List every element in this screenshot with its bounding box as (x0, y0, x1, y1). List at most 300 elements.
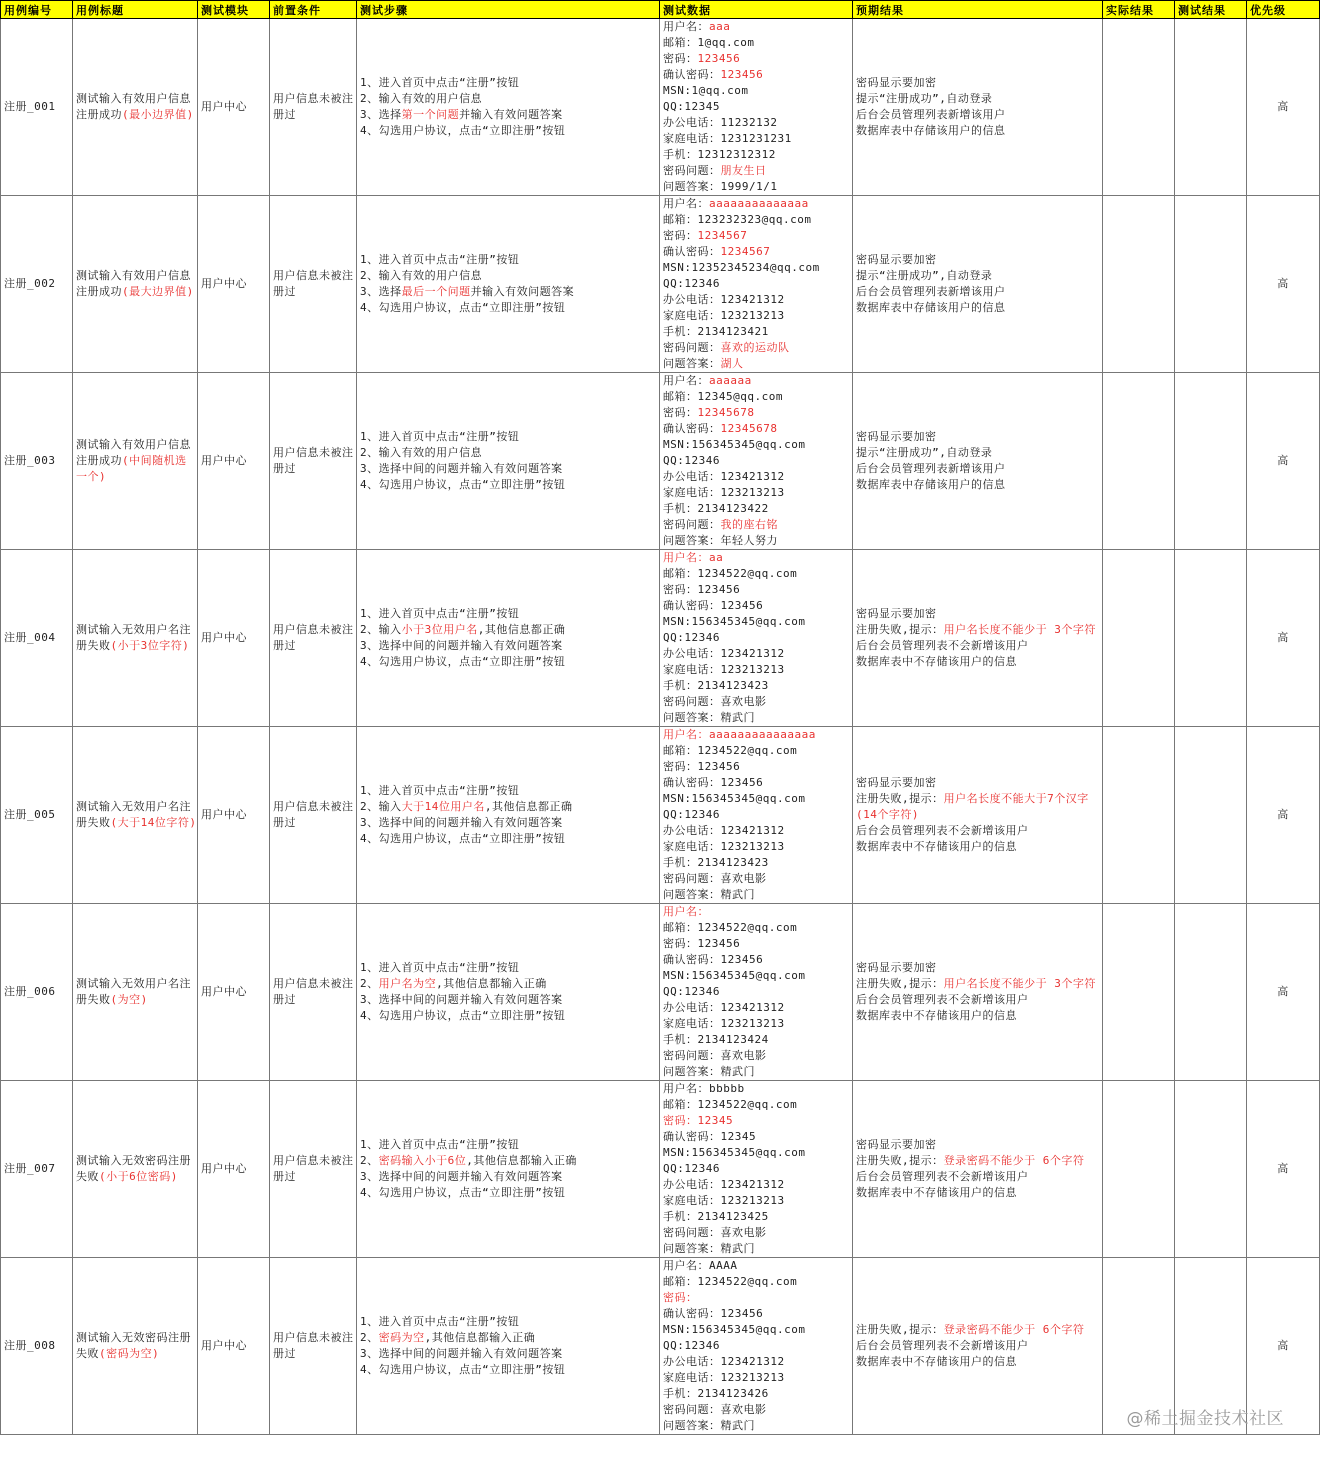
test-result-cell (1175, 904, 1247, 1081)
text-run: 登录密码不能少于 6个字符 (943, 1323, 1085, 1336)
data-line (663, 1193, 852, 1209)
text-run: 问题答案：1999/1/1 (663, 180, 778, 193)
header-module: 测试模块 (198, 1, 270, 19)
data-line (663, 99, 852, 115)
text-run: 用户名：bbbbb (663, 1082, 745, 1095)
data-line (663, 1290, 852, 1306)
text-run: 手机：12312312312 (663, 148, 776, 161)
expected-line (856, 268, 1102, 284)
text-run: 家庭电话：123213213 (663, 840, 785, 853)
steps-line (360, 606, 659, 622)
steps-line (360, 429, 659, 445)
steps-line (360, 1153, 659, 1169)
data-line (663, 662, 852, 678)
steps-line (360, 638, 659, 654)
case-id-cell: 注册_003 (1, 373, 73, 550)
expected-line (856, 839, 1102, 855)
data-line (663, 228, 852, 244)
test-data-cell (660, 19, 853, 196)
text-run: 3、选择中间的问题并输入有效问题答案 (360, 639, 563, 652)
text-run: 测试输入无效用户名注册失败 (76, 800, 191, 829)
expected-line (856, 976, 1102, 992)
text-run: 湖人 (720, 357, 744, 370)
priority-cell: 高 (1247, 373, 1320, 550)
expected-line (856, 107, 1102, 123)
text-run: 问题答案：精武门 (663, 1419, 755, 1432)
text-run: 数据库表中不存储该用户的信息 (856, 840, 1017, 853)
text-run: 确认密码： (663, 245, 721, 258)
text-run: 朋友生日 (720, 164, 767, 177)
steps-cell (357, 196, 660, 373)
text-run: 1、进入首页中点击“注册”按钮 (360, 76, 520, 89)
test-data-cell (660, 904, 853, 1081)
test-result-cell (1175, 550, 1247, 727)
data-line (663, 566, 852, 582)
header-case-id: 用例编号 (1, 1, 73, 19)
data-line (663, 1097, 852, 1113)
steps-line (360, 300, 659, 316)
text-run: 3、选择中间的问题并输入有效问题答案 (360, 1347, 563, 1360)
text-run: MSN:156345345@qq.com (663, 969, 806, 982)
expected-line (856, 252, 1102, 268)
data-line (663, 51, 852, 67)
data-line (663, 1225, 852, 1241)
text-run: ,其他信息都正确 (477, 623, 566, 636)
text-run: 喜欢的运动队 (720, 341, 790, 354)
text-run: 密码问题：喜欢电影 (663, 1049, 767, 1062)
text-run: 测试输入无效密码注册失败 (76, 1331, 191, 1360)
text-run: 家庭电话：123213213 (663, 1371, 785, 1384)
precondition-cell: 用户信息未被注册过 (270, 196, 357, 373)
text-run: QQ:12346 (663, 454, 720, 467)
data-line (663, 517, 852, 533)
test-data-cell (660, 1081, 853, 1258)
data-line (663, 904, 852, 920)
text-run: 并输入有效问题答案 (470, 285, 575, 298)
text-run: 1234567 (697, 229, 748, 242)
text-run: 并输入有效问题答案 (459, 108, 563, 121)
steps-cell (357, 19, 660, 196)
text-run: 密码问题：喜欢电影 (663, 1226, 767, 1239)
steps-cell (357, 1258, 660, 1435)
data-line (663, 196, 852, 212)
text-run: 1、进入首页中点击“注册”按钮 (360, 1315, 520, 1328)
data-line (663, 405, 852, 421)
steps-cell (357, 904, 660, 1081)
expected-cell (853, 904, 1103, 1081)
text-run: 3、选择中间的问题并输入有效问题答案 (360, 1170, 563, 1183)
expected-line (856, 123, 1102, 139)
text-run: 2、 (360, 1331, 379, 1344)
text-run: 密码问题： (663, 518, 721, 531)
case-title-cell (73, 727, 198, 904)
module-cell: 用户中心 (198, 373, 270, 550)
case-title-cell (73, 550, 198, 727)
case-title-cell (73, 19, 198, 196)
text-run: 手机：2134123424 (663, 1033, 769, 1046)
header-actual: 实际结果 (1103, 1, 1175, 19)
header-priority: 优先级 (1247, 1, 1320, 19)
text-run: MSN:156345345@qq.com (663, 792, 806, 805)
text-run: 后台会员管理列表不会新增该用户 (856, 993, 1029, 1006)
text-run: QQ:12345 (663, 100, 720, 113)
data-line (663, 807, 852, 823)
header-steps: 测试步骤 (357, 1, 660, 19)
text-run: 1、进入首页中点击“注册”按钮 (360, 253, 520, 266)
test-data-cell (660, 550, 853, 727)
text-run: 密码：123456 (663, 583, 741, 596)
text-run: 办公电话：123421312 (663, 824, 785, 837)
text-run: 办公电话：123421312 (663, 1001, 785, 1014)
text-run: 3、选择中间的问题并输入有效问题答案 (360, 462, 563, 475)
data-line (663, 389, 852, 405)
data-line (663, 1274, 852, 1290)
data-line (663, 1354, 852, 1370)
expected-line (856, 1008, 1102, 1024)
expected-line (856, 1185, 1102, 1201)
text-run: 数据库表中不存储该用户的信息 (856, 1355, 1017, 1368)
data-line (663, 421, 852, 437)
expected-line (856, 1322, 1102, 1338)
text-run: 办公电话：11232132 (663, 116, 778, 129)
data-line (663, 260, 852, 276)
text-run: 密码显示要加密 (856, 776, 937, 789)
text-run: 注册失败,提示： (856, 1323, 944, 1336)
case-title-text (76, 91, 197, 123)
expected-line (856, 75, 1102, 91)
data-line (663, 887, 852, 903)
data-line (663, 598, 852, 614)
text-run: 密码： (663, 229, 698, 242)
text-run: 注册失败,提示： (856, 792, 944, 805)
data-line (663, 1129, 852, 1145)
text-run: MSN:156345345@qq.com (663, 438, 806, 451)
text-run: 密码：123456 (663, 937, 741, 950)
data-line (663, 1306, 852, 1322)
text-run: 手机：2134123426 (663, 1387, 769, 1400)
data-line (663, 855, 852, 871)
text-run: 数据库表中存储该用户的信息 (856, 124, 1006, 137)
expected-cell (853, 19, 1103, 196)
text-run: 3、选择中间的问题并输入有效问题答案 (360, 816, 563, 829)
text-run: 4、勾选用户协议，点击“立即注册”按钮 (360, 301, 566, 314)
text-run: 密码问题：喜欢电影 (663, 695, 767, 708)
text-run: 4、勾选用户协议，点击“立即注册”按钮 (360, 1186, 566, 1199)
text-run: 1、进入首页中点击“注册”按钮 (360, 607, 520, 620)
steps-line (360, 1330, 659, 1346)
steps-line (360, 107, 659, 123)
text-run: 1、进入首页中点击“注册”按钮 (360, 784, 520, 797)
steps-cell (357, 550, 660, 727)
text-run: QQ:12346 (663, 1339, 720, 1352)
case-title-cell (73, 196, 198, 373)
text-run: 密码显示要加密 (856, 961, 937, 974)
module-cell: 用户中心 (198, 196, 270, 373)
text-run: 用户名：aa (663, 551, 724, 564)
steps-line (360, 1008, 659, 1024)
case-title-cell (73, 373, 198, 550)
text-run: ,其他信息都输入正确 (466, 1154, 577, 1167)
text-run: 密码显示要加密 (856, 76, 937, 89)
text-run: 1、进入首页中点击“注册”按钮 (360, 961, 520, 974)
steps-line (360, 268, 659, 284)
text-run: (最大边界值) (122, 285, 194, 298)
text-run: 邮箱：1234522@qq.com (663, 744, 798, 757)
text-run: 123456 (697, 52, 741, 65)
text-run: 数据库表中不存储该用户的信息 (856, 1186, 1017, 1199)
expected-line (856, 775, 1102, 791)
priority-cell: 高 (1247, 727, 1320, 904)
data-line (663, 1177, 852, 1193)
precondition-cell: 用户信息未被注册过 (270, 1081, 357, 1258)
case-id-cell: 注册_005 (1, 727, 73, 904)
data-line (663, 1418, 852, 1434)
steps-line (360, 799, 659, 815)
actual-result-cell (1103, 373, 1175, 550)
data-line (663, 1241, 852, 1257)
data-line (663, 1032, 852, 1048)
expected-cell (853, 727, 1103, 904)
text-run: aaaaaaaaaaaaaa (709, 197, 809, 210)
text-run: 用户名长度不能少于 3个字符 (943, 623, 1096, 636)
steps-cell (357, 373, 660, 550)
priority-cell: 高 (1247, 19, 1320, 196)
data-line (663, 550, 852, 566)
test-data-cell (660, 196, 853, 373)
header-result: 测试结果 (1175, 1, 1247, 19)
text-run: 办公电话：123421312 (663, 293, 785, 306)
data-line (663, 437, 852, 453)
text-run: 数据库表中不存储该用户的信息 (856, 1009, 1017, 1022)
case-id-cell: 注册_002 (1, 196, 73, 373)
text-run: (中间随机选一个) (76, 454, 187, 483)
case-title-text (76, 976, 197, 1008)
text-run: QQ:12346 (663, 277, 720, 290)
text-run: 邮箱：1@qq.com (663, 36, 755, 49)
text-run: MSN:156345345@qq.com (663, 1323, 806, 1336)
text-run: 用户名为空 (378, 977, 437, 990)
expected-line (856, 1338, 1102, 1354)
text-run: 密码显示要加密 (856, 253, 937, 266)
case-id-cell: 注册_006 (1, 904, 73, 1081)
text-run: 确认密码：12345 (663, 1130, 757, 1143)
text-run: 后台会员管理列表新增该用户 (856, 462, 1006, 475)
data-line (663, 727, 852, 743)
data-line (663, 775, 852, 791)
text-run: 4、勾选用户协议，点击“立即注册”按钮 (360, 832, 566, 845)
expected-line (856, 445, 1102, 461)
text-run: 4、勾选用户协议，点击“立即注册”按钮 (360, 1363, 566, 1376)
data-line (663, 984, 852, 1000)
text-run: 3、选择 (360, 108, 402, 121)
module-cell: 用户中心 (198, 1258, 270, 1435)
case-title-cell (73, 1081, 198, 1258)
test-result-cell (1175, 1081, 1247, 1258)
text-run: 家庭电话：123213213 (663, 1017, 785, 1030)
priority-cell: 高 (1247, 904, 1320, 1081)
data-line (663, 1370, 852, 1386)
text-run: 家庭电话：123213213 (663, 486, 785, 499)
text-run: 密码为空 (378, 1331, 425, 1344)
data-line (663, 1000, 852, 1016)
header-test-data: 测试数据 (660, 1, 853, 19)
steps-line (360, 123, 659, 139)
data-line (663, 1113, 852, 1129)
data-line (663, 1258, 852, 1274)
text-run: 后台会员管理列表新增该用户 (856, 285, 1006, 298)
text-run: ,其他信息都输入正确 (436, 977, 547, 990)
text-run: 12345678 (697, 406, 755, 419)
table-body (1, 19, 1320, 1435)
text-run: 用户名： (663, 20, 709, 33)
text-run: 注册失败,提示： (856, 1154, 944, 1167)
precondition-cell: 用户信息未被注册过 (270, 373, 357, 550)
text-run: 后台会员管理列表不会新增该用户 (856, 1339, 1029, 1352)
text-run: MSN:12352345234@qq.com (663, 261, 820, 274)
table-row (1, 196, 1320, 373)
text-run: 邮箱：1234522@qq.com (663, 1098, 798, 1111)
text-run: 密码输入小于6位 (378, 1154, 467, 1167)
header-row (1, 1, 1320, 19)
table-row (1, 904, 1320, 1081)
table-row (1, 1258, 1320, 1435)
data-line (663, 340, 852, 356)
data-line (663, 791, 852, 807)
case-id-cell: 注册_004 (1, 550, 73, 727)
case-title-cell (73, 1258, 198, 1435)
expected-line (856, 1137, 1102, 1153)
data-line (663, 1402, 852, 1418)
text-run: (小于3位字符) (110, 639, 190, 652)
text-run: QQ:12346 (663, 985, 720, 998)
data-line (663, 646, 852, 662)
data-line (663, 35, 852, 51)
text-run: 邮箱：1234522@qq.com (663, 567, 798, 580)
data-line (663, 823, 852, 839)
steps-line (360, 1314, 659, 1330)
data-line (663, 469, 852, 485)
data-line (663, 678, 852, 694)
text-run: 2、 (360, 1154, 379, 1167)
text-run: 密码问题：喜欢电影 (663, 872, 767, 885)
text-run: 办公电话：123421312 (663, 470, 785, 483)
test-result-cell (1175, 19, 1247, 196)
steps-cell (357, 1081, 660, 1258)
data-line (663, 163, 852, 179)
text-run: 密码： (663, 406, 698, 419)
expected-cell (853, 1081, 1103, 1258)
expected-line (856, 300, 1102, 316)
text-run: 后台会员管理列表不会新增该用户 (856, 1170, 1029, 1183)
text-run: 我的座右铭 (720, 518, 778, 531)
data-line (663, 1209, 852, 1225)
expected-line (856, 791, 1102, 823)
steps-line (360, 992, 659, 1008)
text-run: 2、输入有效的用户信息 (360, 92, 483, 105)
text-run: 2、输入 (360, 623, 402, 636)
text-run: 办公电话：123421312 (663, 647, 785, 660)
test-result-cell (1175, 727, 1247, 904)
case-title-text (76, 437, 197, 485)
text-run: (为空) (110, 993, 148, 1006)
module-cell: 用户中心 (198, 727, 270, 904)
text-run: 办公电话：123421312 (663, 1178, 785, 1191)
steps-line (360, 461, 659, 477)
header-expected: 预期结果 (853, 1, 1103, 19)
steps-line (360, 284, 659, 300)
text-run: 密码问题：喜欢电影 (663, 1403, 767, 1416)
text-run: 用户名：aaaaaaaaaaaaaaa (663, 728, 816, 741)
text-run: MSN:156345345@qq.com (663, 1146, 806, 1159)
text-run: QQ:12346 (663, 631, 720, 644)
steps-line (360, 976, 659, 992)
text-run: (密码为空) (99, 1347, 160, 1360)
steps-line (360, 815, 659, 831)
text-run: 确认密码：123456 (663, 1307, 764, 1320)
precondition-cell: 用户信息未被注册过 (270, 727, 357, 904)
text-run: 问题答案：精武门 (663, 888, 755, 901)
data-line (663, 19, 852, 35)
steps-line (360, 831, 659, 847)
expected-line (856, 1153, 1102, 1169)
actual-result-cell (1103, 196, 1175, 373)
test-data-cell (660, 727, 853, 904)
priority-cell: 高 (1247, 550, 1320, 727)
data-line (663, 533, 852, 549)
actual-result-cell (1103, 904, 1175, 1081)
expected-line (856, 823, 1102, 839)
table-row (1, 1081, 1320, 1258)
text-run: 手机：2134123423 (663, 679, 769, 692)
priority-cell: 高 (1247, 196, 1320, 373)
steps-line (360, 783, 659, 799)
data-line (663, 131, 852, 147)
text-run: 数据库表中存储该用户的信息 (856, 478, 1006, 491)
data-line (663, 244, 852, 260)
table-row (1, 727, 1320, 904)
data-line (663, 968, 852, 984)
data-line (663, 83, 852, 99)
text-run: 数据库表中不存储该用户的信息 (856, 655, 1017, 668)
data-line (663, 276, 852, 292)
text-run: 最后一个问题 (401, 285, 471, 298)
data-line (663, 356, 852, 372)
steps-line (360, 1362, 659, 1378)
text-run: 密码显示要加密 (856, 607, 937, 620)
text-run: ,其他信息都输入正确 (424, 1331, 536, 1344)
text-run: 问题答案：精武门 (663, 1242, 755, 1255)
text-run: 用户名：AAAA (663, 1259, 738, 1272)
data-line (663, 453, 852, 469)
text-run: 问题答案：精武门 (663, 1065, 755, 1078)
case-title-text (76, 268, 197, 300)
text-run: 登录密码不能少于 6个字符 (943, 1154, 1085, 1167)
actual-result-cell (1103, 19, 1175, 196)
data-line (663, 936, 852, 952)
case-title-text (76, 1153, 197, 1185)
expected-line (856, 461, 1102, 477)
text-run: MSN:1@qq.com (663, 84, 749, 97)
text-run: ,其他信息都正确 (484, 800, 573, 813)
text-run: 家庭电话：123213213 (663, 663, 785, 676)
priority-cell: 高 (1247, 1258, 1320, 1435)
text-run: 123456 (720, 68, 764, 81)
text-run: 提示“注册成功”,自动登录 (856, 92, 993, 105)
data-line (663, 485, 852, 501)
text-run: MSN:156345345@qq.com (663, 615, 806, 628)
text-run: 家庭电话：123213213 (663, 309, 785, 322)
text-run: 注册失败,提示： (856, 623, 944, 636)
